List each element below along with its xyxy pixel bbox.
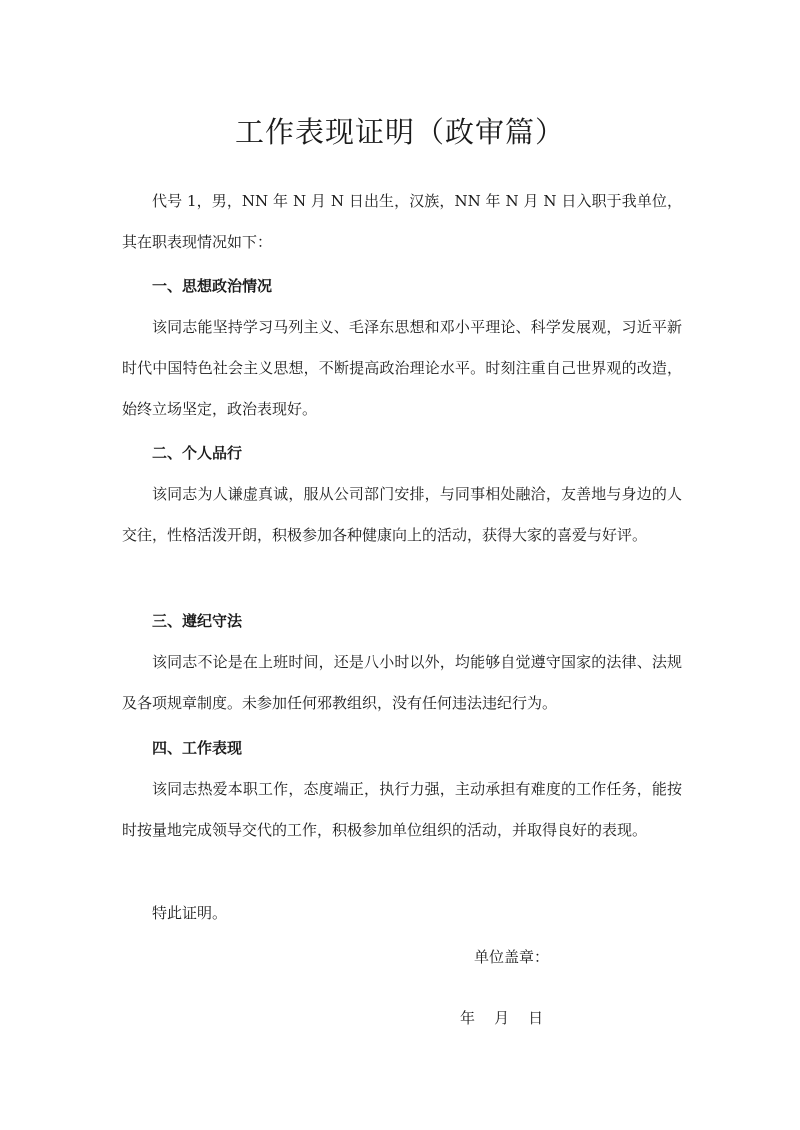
section-heading-political: 一、思想政治情况 xyxy=(152,277,273,295)
intro-paragraph: 代号 1，男，NN 年 N 月 N 日出生，汉族，NN 年 N 月 N 日入职于我单位，其在职表现情况如下： xyxy=(122,192,682,251)
section-text-law-abiding: 该同志不论是在上班时间，还是八小时以外，均能够自觉遵守国家的法律、法规及各项规章制度。未参加任何邪教组织，没有任何违法违纪行为。 xyxy=(122,653,682,712)
section-heading-law-abiding: 三、遵纪守法 xyxy=(152,612,243,630)
section-text-political: 该同志能坚持学习马列主义、毛泽东思想和邓小平理论、科学发展观，习近平新时代中国特色社会主义思想，不断提高政治理论水平。时刻注重自己世界观的改造，始终立场坚定，政治表现好。 xyxy=(122,318,682,418)
closing-statement: 特此证明。 xyxy=(152,904,228,922)
date-line: 年 月 日 xyxy=(460,1009,544,1027)
section-heading-work: 四、工作表现 xyxy=(152,739,243,757)
section-heading-character: 二、个人品行 xyxy=(152,444,243,462)
seal-label: 单位盖章： xyxy=(474,948,550,966)
document-title: 工作表现证明（政审篇） xyxy=(234,115,565,149)
section-text-work: 该同志热爱本职工作，态度端正，执行力强，主动承担有难度的工作任务，能按时按量地完成领导交代的工作，积极参加单位组织的活动，并取得良好的表现。 xyxy=(122,780,682,839)
section-text-character: 该同志为人谦虚真诚，服从公司部门安排，与同事相处融洽，友善地与身边的人交往，性格活泼开朗，积极参加各种健康向上的活动，获得大家的喜爱与好评。 xyxy=(122,485,682,544)
